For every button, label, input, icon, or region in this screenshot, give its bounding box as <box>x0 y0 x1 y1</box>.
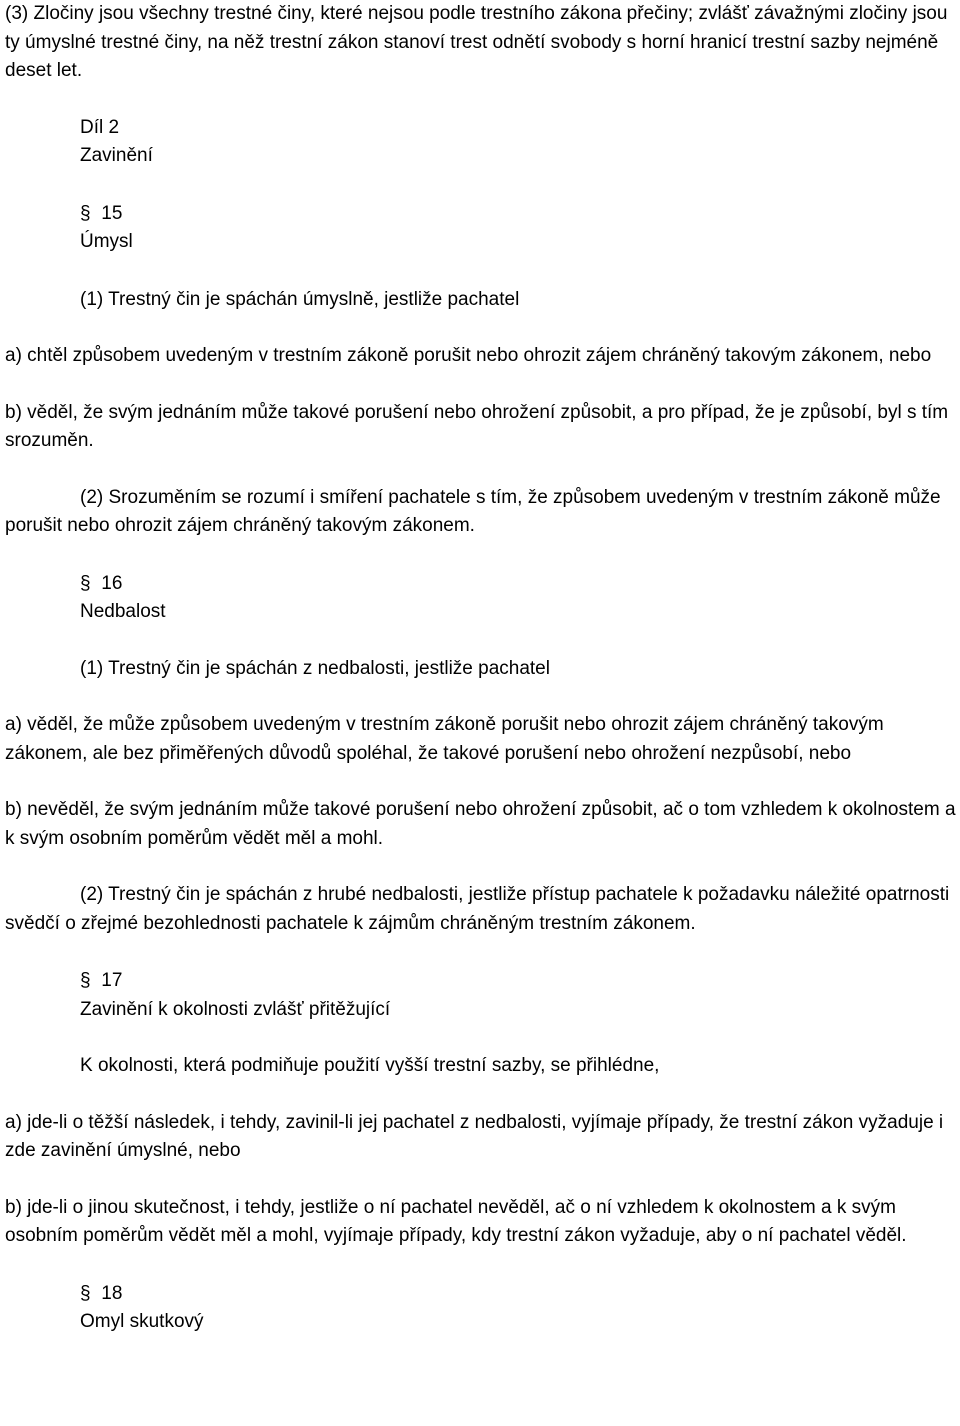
s15-paragraph-1: (1) Trestný čin je spáchán úmyslně, jestliže pachatel <box>80 288 520 310</box>
section-number: 17 <box>101 970 123 991</box>
section-16-heading <box>5 570 957 599</box>
part-title: Zavinění <box>80 145 153 166</box>
s15-item-b: b) věděl, že svým jednáním může takové porušení nebo ohrožení způsobit, a pro případ, že je způsobí, byl s tím srozuměn. <box>5 401 949 451</box>
section-16-title: Nedbalost <box>80 601 166 622</box>
s15-paragraph-2: (2) Srozuměním se rozumí i smíření pachatele s tím, že způsobem uvedeným v trestním zákoně může porušit nebo ohrozit zájem chráněný takovým zákonem. <box>5 486 941 536</box>
paragraph-zlociny: (3) Zločiny jsou všechny trestné činy, které nejsou podle trestního zákona přečiny; zvlášť závažnými zločiny jsou ty úmyslné trestné činy, na něž trestní zákon stanoví trest odnětí svobody s horní hranicí trestní sazby nejméně deset let. <box>5 3 948 81</box>
section-number: 16 <box>101 572 123 594</box>
section-15-heading <box>5 200 957 229</box>
section-number: 15 <box>101 202 123 224</box>
section-17-title: Zavinění k okolnosti zvlášť přitěžující <box>80 998 391 1020</box>
section-number: 18 <box>101 1282 123 1304</box>
section-symbol: § <box>80 572 91 594</box>
document-page <box>5 0 957 1337</box>
s16-paragraph-2: (2) Trestný čin je spáchán z hrubé nedbalosti, jestliže přístup pachatele k požadavku náležité opatrnosti svědčí o zřejmé bezohlednosti pachatele k zájmům chráněným trestním zákonem. <box>5 884 950 934</box>
s17-item-b: b) jde-li o jinou skutečnost, i tehdy, jestliže o ní pachatel nevěděl, ač o ní vzhledem k okolnostem a k svým osobním poměrům vědět měl a mohl, vyjímaje případy, kdy trestní zákon vyžaduje, aby o ní pachatel věděl. <box>5 1196 907 1246</box>
part-number: Díl 2 <box>80 116 120 138</box>
s17-item-a: a) jde-li o těžší následek, i tehdy, zavinil-li jej pachatel z nedbalosti, vyjímaje případy, že trestní zákon vyžaduje i zde zavinění úmyslné, nebo <box>5 1111 944 1161</box>
s16-paragraph-1: (1) Trestný čin je spáchán z nedbalosti, jestliže pachatel <box>80 657 550 679</box>
s17-paragraph-1: K okolnosti, která podmiňuje použití vyšší trestní sazby, se přihlédne, <box>80 1055 660 1076</box>
section-symbol: § <box>80 970 91 991</box>
section-18-title: Omyl skutkový <box>80 1311 204 1332</box>
s16-item-a: a) věděl, že může způsobem uvedeným v trestním zákoně porušit nebo ohrozit zájem chráněný takovým zákonem, ale bez přiměřených důvodů spoléhal, že takové porušení nebo ohrožení nezpůsobí, nebo <box>5 714 884 764</box>
section-15-title: Úmysl <box>80 231 133 252</box>
section-symbol: § <box>80 1282 91 1304</box>
section-symbol: § <box>80 202 91 224</box>
s15-item-a: a) chtěl způsobem uvedeným v trestním zákoně porušit nebo ohrozit zájem chráněný takovým zákonem, nebo <box>5 345 932 366</box>
s16-item-b: b) nevěděl, že svým jednáním může takové porušení nebo ohrožení způsobit, ač o tom vzhledem k okolnostem a k svým osobním poměrům vědět měl a mohl. <box>5 799 956 849</box>
section-17-heading <box>5 967 957 996</box>
section-18-heading <box>5 1280 957 1309</box>
